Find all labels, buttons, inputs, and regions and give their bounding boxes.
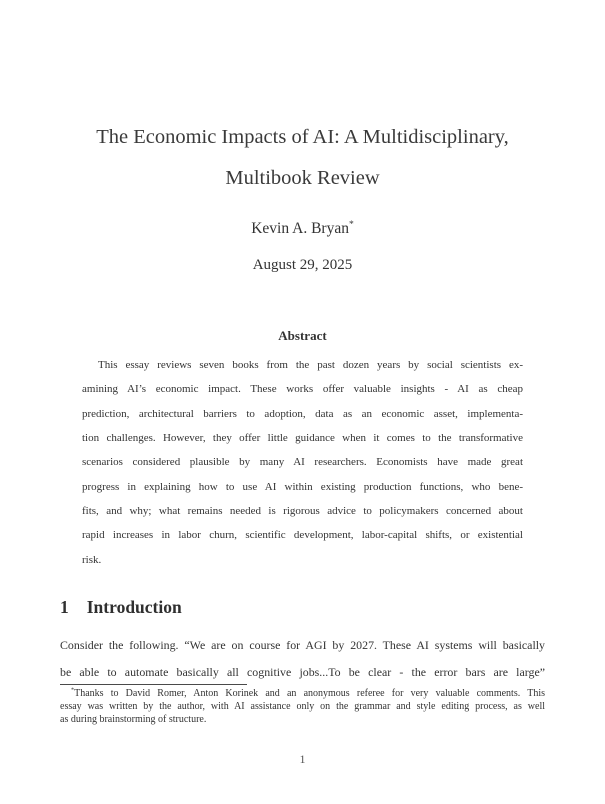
abstract-line: progress in explaining how to use AI within existing production functions, who bene- xyxy=(82,480,523,493)
abstract-line: fits, and why; what remains needed is rigorous advice to policymakers concerned about xyxy=(82,505,523,518)
footnote-text: Thanks to David Romer, Anton Korinek and an anonymous referee for very valuable comments. This xyxy=(74,688,545,699)
abstract-line: tion challenges. However, they offer little guidance when it comes to the transformative xyxy=(82,432,523,445)
date-line: August 29, 2025 xyxy=(252,257,353,273)
abstract-heading: Abstract xyxy=(278,328,327,343)
intro-paragraph xyxy=(60,632,545,686)
section-title: Introduction xyxy=(86,597,182,617)
page-number: 1 xyxy=(299,752,306,766)
footnote-line: essay was written by the author, with AI assistance only on the grammar and style editing process, as well xyxy=(60,701,545,713)
body-line: be able to automate basically all cognitive jobs...To be clear - the error bars are large” xyxy=(60,665,545,679)
footnote-line: as during brainstorming of structure. xyxy=(60,714,207,726)
paper-title xyxy=(0,117,605,199)
abstract-line: amining AI’s economic impact. These works offer valuable insights - AI as cheap xyxy=(82,383,523,396)
abstract-line: prediction, architectural barriers to adoption, data as an economic asset, implementa- xyxy=(82,407,523,420)
footnote xyxy=(60,687,545,727)
abstract-body xyxy=(82,353,523,572)
title-line-2: Multibook Review xyxy=(225,167,380,189)
author-footnote-mark: * xyxy=(348,218,354,230)
title-line-1: The Economic Impacts of AI: A Multidisciplinary, xyxy=(96,126,509,148)
section-number: 1 xyxy=(60,597,69,617)
body-line: Consider the following. “We are on course for AGI by 2027. These AI systems will basically xyxy=(60,638,545,652)
footnote-line xyxy=(60,687,545,700)
footnote-mark: * xyxy=(71,686,75,694)
author-name: Kevin A. Bryan xyxy=(251,220,349,237)
author-line xyxy=(0,219,605,238)
section-heading-introduction xyxy=(60,596,182,619)
footnote-rule xyxy=(60,684,247,685)
abstract-line: rapid increases in labor churn, scientific development, labor-capital shifts, or existential xyxy=(82,529,523,542)
abstract-line: scenarios considered plausible by many AI researchers. Economists have made great xyxy=(82,456,523,469)
abstract-line: This essay reviews seven books from the past dozen years by social scientists ex- xyxy=(98,359,523,371)
abstract-line: risk. xyxy=(82,553,102,566)
